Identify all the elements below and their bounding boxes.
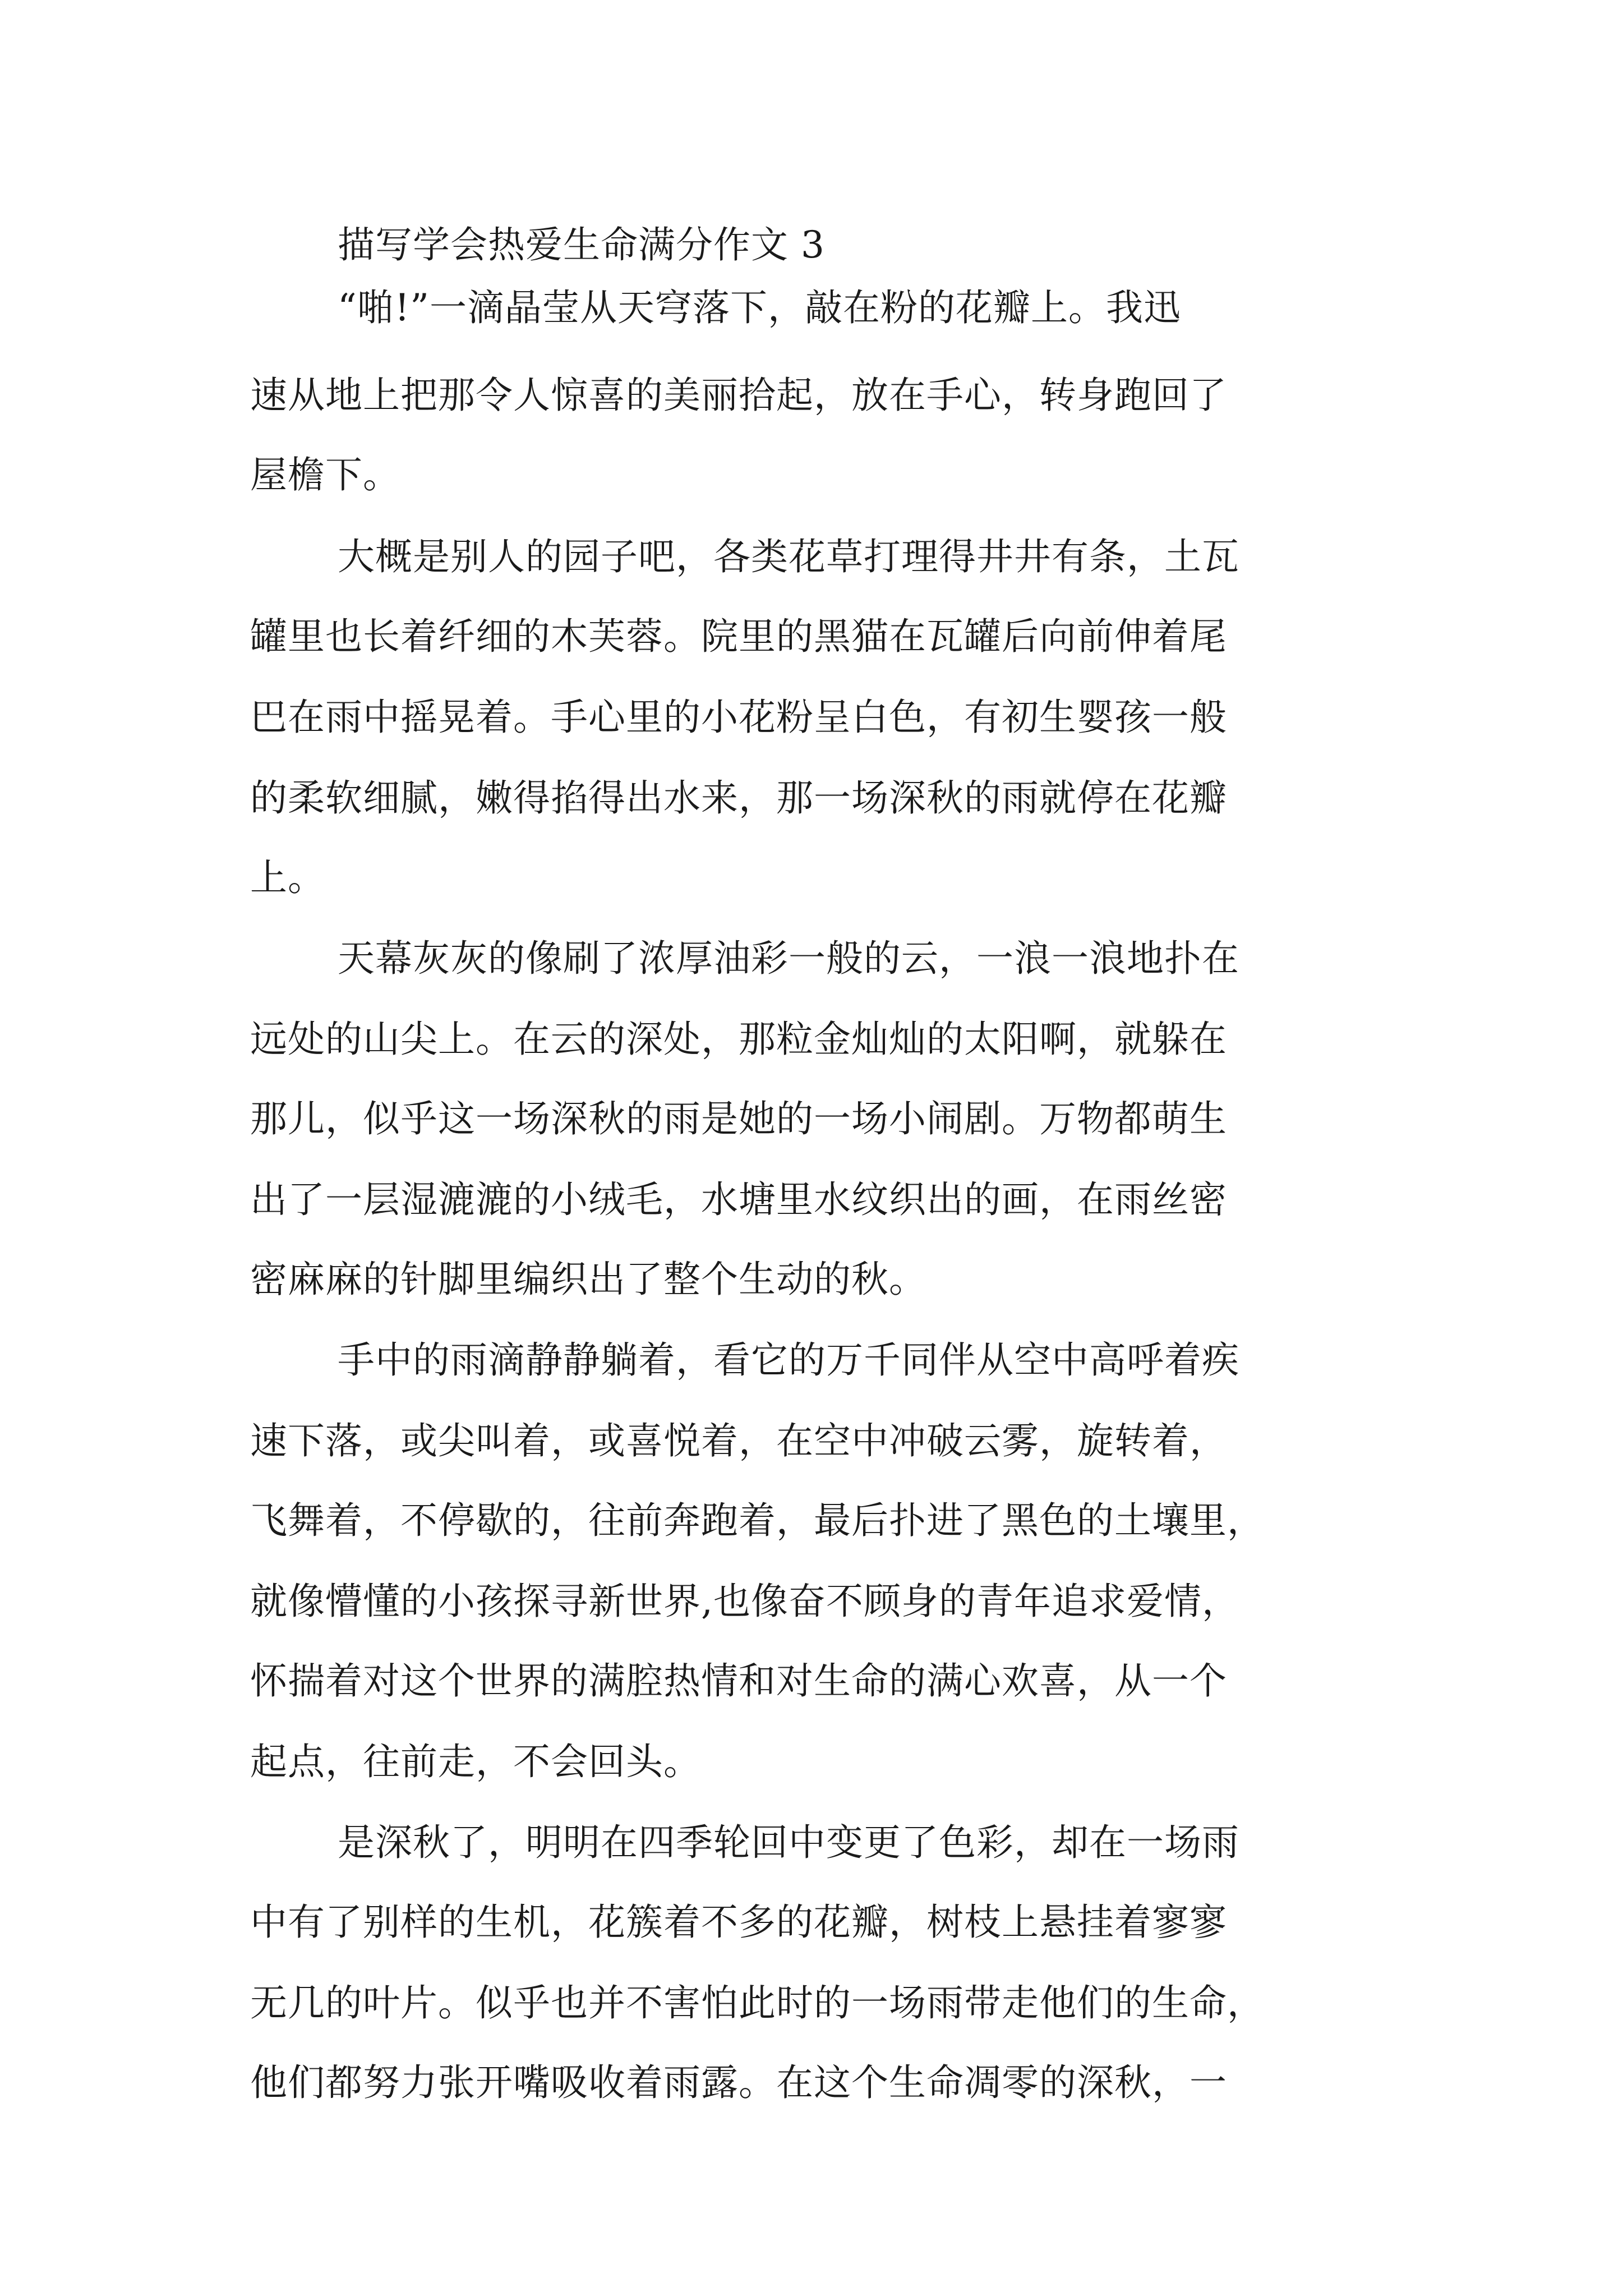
paragraph-line: 出了一层湿漉漉的小绒毛，水塘里水纹织出的画，在雨丝密 — [250, 1178, 1227, 1221]
paragraph-line: 手中的雨滴静静躺着，看它的万千同伴从空中高呼着疾 — [338, 1338, 1239, 1382]
paragraph-line: 就像懵懂的小孩探寻新世界,也像奋不顾身的青年追求爱情， — [250, 1580, 1239, 1623]
paragraph-line: 远处的山尖上。在云的深处，那粒金灿灿的太阳啊，就躲在 — [250, 1018, 1227, 1061]
paragraph-line: 屋檐下。 — [250, 453, 400, 496]
paragraph-line: 他们都努力张开嘴吸收着雨露。在这个生命凋零的深秋，一 — [250, 2061, 1227, 2104]
paragraph-line: 速从地上把那令人惊喜的美丽拾起，放在手心，转身跑回了 — [250, 374, 1227, 417]
paragraph-line: 速下落，或尖叫着，或喜悦着，在空中冲破云雾，旋转着， — [250, 1419, 1227, 1462]
paragraph-line: 密麻麻的针脚里编织出了整个生动的秋。 — [250, 1258, 926, 1301]
paragraph-line: 无几的叶片。似乎也并不害怕此时的一场雨带走他们的生命， — [250, 1981, 1265, 2024]
paragraph-line: 天幕灰灰的像刷了浓厚油彩一般的云，一浪一浪地扑在 — [338, 937, 1239, 980]
paragraph-line: 罐里也长着纤细的木芙蓉。院里的黑猫在瓦罐后向前伸着尾 — [250, 615, 1227, 658]
paragraph-line: 巴在雨中摇晃着。手心里的小花粉呈白色，有初生婴孩一般 — [250, 696, 1227, 739]
paragraph-line: “啪!”一滴晶莹从天穹落下，敲在粉的花瓣上。我迅 — [338, 286, 1182, 329]
document-title: 描写学会热爱生命满分作文 3 — [338, 223, 825, 266]
paragraph-line: 的柔软细腻，嫩得掐得出水来，那一场深秋的雨就停在花瓣 — [250, 776, 1227, 820]
paragraph-line: 上。 — [250, 856, 325, 899]
paragraph-line: 中有了别样的生机，花簇着不多的花瓣，树枝上悬挂着寥寥 — [250, 1901, 1227, 1944]
paragraph-line: 是深秋了，明明在四季轮回中变更了色彩，却在一场雨 — [338, 1821, 1239, 1864]
paragraph-line: 起点，往前走，不会回头。 — [250, 1740, 701, 1783]
paragraph-line: 怀揣着对这个世界的满腔热情和对生命的满心欢喜，从一个 — [250, 1659, 1227, 1703]
paragraph-line: 大概是别人的园子吧，各类花草打理得井井有条，土瓦 — [338, 535, 1239, 578]
paragraph-line: 那儿，似乎这一场深秋的雨是她的一场小闹剧。万物都萌生 — [250, 1097, 1227, 1140]
paragraph-line: 飞舞着，不停歇的，往前奔跑着，最后扑进了黑色的土壤里， — [250, 1499, 1265, 1542]
